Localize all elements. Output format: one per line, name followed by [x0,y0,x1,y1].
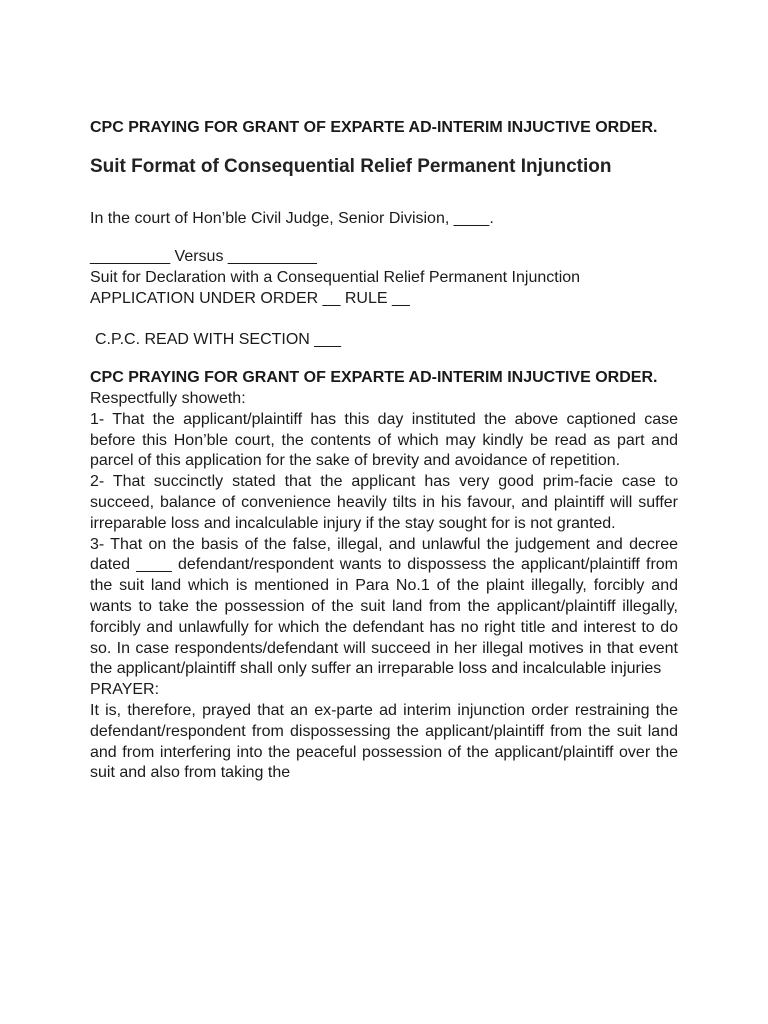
paragraph-1: 1- That the applicant/plaintiff has this day instituted the above captioned case before this Hon’ble court, the contents of which may kindly be read as part and parcel of this application for the sake of brevity and avoidance of repetition. [90,410,678,470]
paragraph-2: 2- That succinctly stated that the applicant has very good prim-facie case to succeed, balance of convenience heavily tilts in his favour, and plaintiff will suffer irreparable loss and incalculable injury if the stay sought for is not granted. [90,473,678,532]
heading-second: CPC PRAYING FOR GRANT OF EXPARTE AD-INTERIM INJUCTIVE ORDER. [90,369,658,387]
prayer-text: It is, therefore, prayed that an ex-parte ad interim injunction order restraining the defendant/respondent from dispossessing the applicant/plaintiff from the suit land and from interfering into the peaceful possession of the applicant/plaintiff over the suit and also from taking the [90,701,678,782]
document-page [90,118,678,784]
cpc-section-line: C.P.C. READ WITH SECTION ___ [95,330,341,348]
prayer-label: PRAYER: [90,681,160,699]
respectfully-showeth: Respectfully showeth: [90,389,246,407]
versus-line: _________ Versus __________ [90,248,317,266]
court-line: In the court of Hon’ble Civil Judge, Senior Division, ____. [90,209,494,227]
application-line: APPLICATION UNDER ORDER __ RULE __ [90,289,410,307]
heading-top: CPC PRAYING FOR GRANT OF EXPARTE AD-INTERIM INJUCTIVE ORDER. [90,119,658,136]
suit-line: Suit for Declaration with a Consequential Relief Permanent Injunction [90,269,581,287]
document-subtitle: Suit Format of Consequential Relief Permanent Injunction [90,155,612,177]
paragraph-3: 3- That on the basis of the false, illegal, and unlawful the judgement and decree dated ____ defendant/respondent wants to dispossess the applicant/plaintiff from the suit land which is mentioned in Para No.1 of the plaint illegally, forcibly and wants to take the possession of the suit land from the applicant/plaintiff illegally, forcibly and unlawfully for which the defendant has no right title and interest to do so. In case respondents/defendant will succeed in her illegal motives in that event the applicant/plaintiff shall only suffer an irreparable loss and incalculable injuries [90,535,678,678]
